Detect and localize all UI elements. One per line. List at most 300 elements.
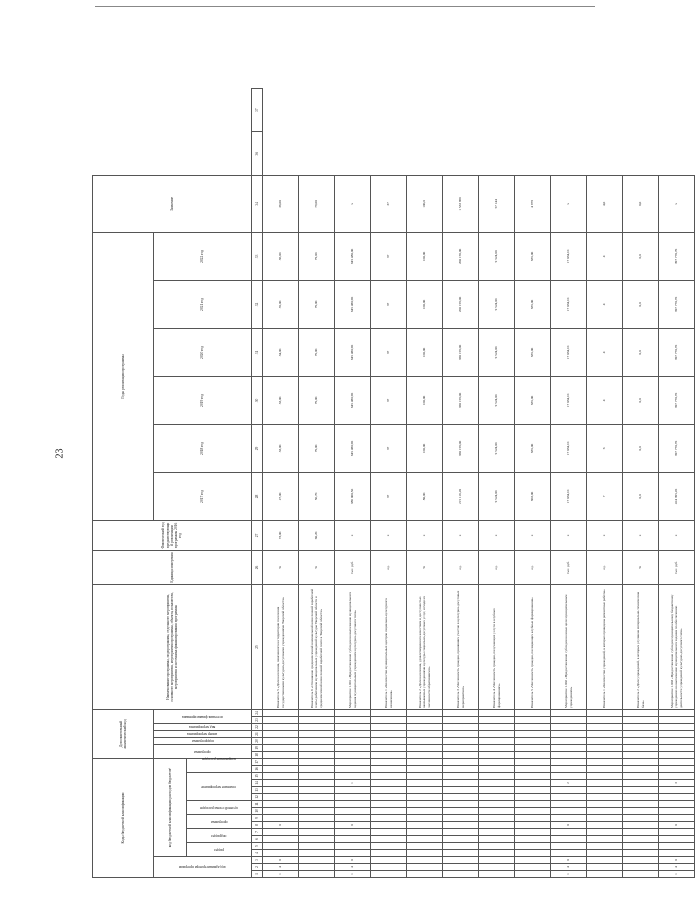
column-number-cell: 5: [252, 843, 263, 850]
code-cell: [587, 822, 623, 829]
code-cell: [479, 738, 515, 745]
code-cell: [623, 857, 659, 864]
code-cell: [551, 752, 587, 759]
row-year-value-cell: 397 770,70: [659, 328, 695, 376]
header-fact: Фактический год предшествующий реализации программы 2016 год: [93, 520, 252, 550]
code-cell: [479, 815, 515, 822]
column-number-cell: 36: [252, 132, 263, 175]
code-cell: [335, 709, 371, 716]
code-cell: [299, 773, 335, 780]
row-final-cell: 36,00: [263, 175, 299, 232]
code-cell: [299, 850, 335, 857]
row-final-cell: 0,0: [623, 175, 659, 232]
code-cell: 1: [335, 780, 371, 787]
code-cell: [623, 850, 659, 857]
code-cell: [623, 794, 659, 801]
code-cell: [407, 871, 443, 878]
header-y2020: 2020 год: [154, 328, 252, 376]
code-cell: [515, 717, 551, 724]
column-number-cell: 1: [252, 871, 263, 878]
code-cell: [407, 766, 443, 773]
header-direction: направление расходов: [187, 745, 252, 773]
row-name-cell: Показатель 3 «Численность граждан, принявших участие в культурно-досуговых мероприятиях»: [443, 584, 479, 709]
code-cell: [479, 766, 515, 773]
row-year-value-cell: 37: [371, 328, 407, 376]
code-cell: 0: [263, 822, 299, 829]
code-cell: [587, 724, 623, 731]
row-year-value-cell: 9 524,00: [479, 376, 515, 424]
row-name-cell: Показатель 5 «Доля населения, охваченного на территории поселения государственными культурно-досуговыми учреждениями Тверской области»: [263, 584, 299, 709]
code-cell: [515, 738, 551, 745]
code-cell: [623, 808, 659, 815]
code-cell: [623, 724, 659, 731]
code-cell: [371, 857, 407, 864]
code-cell: [371, 850, 407, 857]
header-subprogram2: подпрограмма: [154, 738, 252, 745]
code-cell: [335, 787, 371, 794]
code-cell: [371, 822, 407, 829]
row-year-value-cell: 9 524,00: [479, 280, 515, 328]
row-final-cell: х: [335, 175, 371, 232]
code-cell: [479, 731, 515, 738]
row-fact-cell: х: [515, 520, 551, 550]
code-cell: [623, 759, 659, 766]
code-cell: [479, 759, 515, 766]
row-year-value-cell: 0,0: [623, 376, 659, 424]
code-cell: 0: [263, 857, 299, 864]
header-target: целевой статьи расходов: [187, 801, 252, 815]
code-cell: [659, 752, 695, 759]
code-cell: [623, 752, 659, 759]
code-cell: [587, 773, 623, 780]
code-cell: [623, 801, 659, 808]
row-year-value-cell: 17 034,10: [551, 472, 587, 520]
code-cell: [551, 724, 587, 731]
code-cell: [443, 864, 479, 871]
row-name-cell: Показатель 4 «Численность граждан, получающих услуги в клубных формированиях»: [479, 584, 515, 709]
row-final-cell: 79,00: [299, 175, 335, 232]
row-year-value-cell: 0,0: [623, 280, 659, 328]
code-cell: [659, 843, 695, 850]
code-cell: [623, 717, 659, 724]
code-cell: 0: [659, 822, 695, 829]
code-cell: [335, 843, 371, 850]
header-subsection: подраздел: [187, 829, 252, 843]
table-row: [623, 89, 659, 878]
code-cell: [263, 787, 299, 794]
code-cell: [263, 836, 299, 843]
code-cell: [659, 794, 695, 801]
column-number-cell: 18: [252, 752, 263, 759]
header-y2018: 2018 год: [154, 424, 252, 472]
code-cell: [371, 731, 407, 738]
column-number-cell: 29: [252, 424, 263, 472]
code-cell: [587, 780, 623, 787]
code-cell: [623, 738, 659, 745]
code-cell: [515, 752, 551, 759]
code-cell: [299, 717, 335, 724]
column-number-cell: 20: [252, 738, 263, 745]
code-cell: [335, 738, 371, 745]
code-cell: [263, 815, 299, 822]
header-budget-code: код бюджетной классификации расходов бюджетов¹: [154, 759, 187, 857]
row-year-value-cell: 414 395,20: [659, 472, 695, 520]
row-year-value-cell: 79,00: [299, 376, 335, 424]
row-year-value-cell: 100,00: [407, 328, 443, 376]
row-year-value-cell: 645 480,90: [335, 424, 371, 472]
code-cell: [335, 717, 371, 724]
code-cell: [623, 871, 659, 878]
row-name-cell: Показатель 6 «Отношение среднемесячной номинальной начисленной заработной платы работников муниципальных учреждений культуры Тверской области к среднемесячной начисленной заработной плате в Тверской области»: [299, 584, 335, 709]
table-body: [263, 89, 695, 878]
code-cell: [443, 801, 479, 808]
code-cell: [479, 836, 515, 843]
code-cell: [659, 850, 695, 857]
code-cell: 1: [551, 871, 587, 878]
code-cell: [335, 794, 371, 801]
row-year-value-cell: 9 524,00: [479, 424, 515, 472]
row-fact-cell: х: [479, 520, 515, 550]
row-final-cell: 37: [371, 175, 407, 232]
code-cell: [659, 773, 695, 780]
table-row: [371, 89, 407, 878]
code-cell: [407, 815, 443, 822]
code-cell: [479, 745, 515, 752]
code-cell: 3: [659, 780, 695, 787]
header-program: программа: [187, 815, 252, 829]
code-cell: [443, 843, 479, 850]
code-cell: [515, 794, 551, 801]
code-cell: [551, 794, 587, 801]
code-cell: [443, 745, 479, 752]
column-number-cell: 21: [252, 731, 263, 738]
code-cell: 0: [335, 857, 371, 864]
code-cell: [443, 759, 479, 766]
code-cell: [335, 752, 371, 759]
code-cell: [371, 709, 407, 716]
code-cell: [659, 787, 695, 794]
code-cell: [299, 857, 335, 864]
row-year-value-cell: 100,00: [407, 424, 443, 472]
row-year-value-cell: 37: [371, 280, 407, 328]
table-row: [479, 89, 515, 878]
row-name-cell: Мероприятие 1.003 «Предоставление субсидии муниципальному бюджетному учреждению на выполнение муниципального задания по обеспечению деятельности учреждений культурно-досугового типа»: [659, 584, 695, 709]
code-cell: [407, 759, 443, 766]
code-cell: [479, 709, 515, 716]
row-year-value-cell: 36,00: [263, 232, 299, 280]
code-cell: [443, 717, 479, 724]
row-year-value-cell: 397 770,70: [659, 232, 695, 280]
row-fact-cell: х: [623, 520, 659, 550]
code-cell: [263, 731, 299, 738]
table-row: [551, 89, 587, 878]
code-cell: 2: [551, 780, 587, 787]
code-cell: [551, 843, 587, 850]
code-cell: [587, 731, 623, 738]
code-cell: [551, 815, 587, 822]
row-final-cell: 100,0: [407, 175, 443, 232]
column-number-cell: 27: [252, 520, 263, 550]
code-cell: [515, 857, 551, 864]
code-cell: [443, 871, 479, 878]
row-unit-cell: тыс. руб.: [335, 550, 371, 584]
row-year-value-cell: 835,00: [515, 280, 551, 328]
row-final-cell: 1 533 966: [443, 175, 479, 232]
row-year-value-cell: 0,0: [623, 472, 659, 520]
row-year-value-cell: 34,00: [263, 328, 299, 376]
page-number: 23: [54, 448, 66, 459]
code-cell: [443, 731, 479, 738]
code-cell: 0: [551, 822, 587, 829]
code-cell: [551, 759, 587, 766]
code-cell: [587, 836, 623, 843]
column-number-cell: 16: [252, 766, 263, 773]
code-cell: [407, 801, 443, 808]
code-cell: [299, 794, 335, 801]
code-cell: [443, 850, 479, 857]
code-cell: [659, 801, 695, 808]
code-cell: [623, 843, 659, 850]
row-fact-cell: х: [371, 520, 407, 550]
code-cell: 4: [263, 864, 299, 871]
code-cell: [515, 836, 551, 843]
code-cell: [443, 773, 479, 780]
column-number-cell: 3: [252, 857, 263, 864]
table-row: [443, 89, 479, 878]
code-cell: [659, 808, 695, 815]
code-cell: [407, 864, 443, 871]
code-cell: [551, 745, 587, 752]
row-year-value-cell: 100,00: [407, 376, 443, 424]
code-cell: [443, 780, 479, 787]
code-cell: [263, 780, 299, 787]
code-cell: [407, 709, 443, 716]
code-cell: [479, 843, 515, 850]
row-year-value-cell: 645 480,00: [335, 232, 371, 280]
code-cell: 4: [551, 864, 587, 871]
code-cell: [515, 759, 551, 766]
code-cell: [371, 745, 407, 752]
column-number-cell: 32: [252, 280, 263, 328]
column-number-row: [252, 89, 263, 878]
row-year-value-cell: 360 159,00: [443, 424, 479, 472]
program-table: [92, 88, 695, 878]
code-cell: [479, 752, 515, 759]
code-cell: [371, 829, 407, 836]
code-cell: [515, 822, 551, 829]
row-year-value-cell: 9 524,00: [479, 232, 515, 280]
code-cell: [443, 808, 479, 815]
code-cell: [479, 773, 515, 780]
row-year-value-cell: 27,00: [263, 472, 299, 520]
row-year-value-cell: 37: [371, 376, 407, 424]
code-cell: [407, 787, 443, 794]
code-cell: [551, 766, 587, 773]
code-cell: [407, 717, 443, 724]
header-y2022: 2022 год: [154, 232, 252, 280]
row-year-value-cell: 100,00: [407, 280, 443, 328]
column-number-cell: 23: [252, 717, 263, 724]
code-cell: [587, 829, 623, 836]
row-year-value-cell: 17 034,10: [551, 376, 587, 424]
code-cell: [623, 815, 659, 822]
code-cell: [659, 815, 695, 822]
row-name-cell: Показатель 1 «Количество муниципальных центров социально-культурного назначения»: [371, 584, 407, 709]
code-cell: [587, 738, 623, 745]
code-cell: [443, 829, 479, 836]
code-cell: [371, 808, 407, 815]
row-year-value-cell: 37: [371, 472, 407, 520]
column-number-cell: 6: [252, 836, 263, 843]
header-y2021: 2021 год: [154, 280, 252, 328]
code-cell: [623, 787, 659, 794]
code-cell: [551, 717, 587, 724]
row-fact-cell: 60,20: [299, 520, 335, 550]
code-cell: [407, 731, 443, 738]
code-cell: 4: [659, 864, 695, 871]
header-unit: Единица измерения: [93, 550, 252, 584]
code-cell: [371, 787, 407, 794]
table-row: [407, 89, 443, 878]
code-cell: [299, 787, 335, 794]
row-unit-cell: ед.: [371, 550, 407, 584]
code-cell: [407, 752, 443, 759]
code-cell: [479, 801, 515, 808]
row-year-value-cell: 835,00: [515, 232, 551, 280]
column-number-cell: 26: [252, 550, 263, 584]
row-year-value-cell: 100,00: [407, 232, 443, 280]
code-cell: [299, 780, 335, 787]
code-cell: [587, 850, 623, 857]
code-cell: [299, 724, 335, 731]
code-cell: [551, 836, 587, 843]
row-year-value-cell: 0,0: [623, 328, 659, 376]
code-cell: [443, 738, 479, 745]
row-fact-cell: х: [335, 520, 371, 550]
code-cell: [515, 850, 551, 857]
code-cell: [407, 850, 443, 857]
code-cell: [371, 724, 407, 731]
code-cell: [515, 766, 551, 773]
code-cell: [551, 787, 587, 794]
code-cell: [587, 787, 623, 794]
code-cell: [407, 745, 443, 752]
row-unit-cell: %: [263, 550, 299, 584]
code-cell: [299, 836, 335, 843]
code-cell: [515, 780, 551, 787]
row-year-value-cell: 33,00: [263, 376, 299, 424]
code-cell: [407, 773, 443, 780]
code-cell: [587, 717, 623, 724]
row-name-cell: Показатель 1 «Количество учреждений, в которых проведены ремонтные работы»: [587, 584, 623, 709]
code-cell: [443, 752, 479, 759]
row-year-value-cell: 17 034,10: [551, 280, 587, 328]
code-cell: [479, 724, 515, 731]
code-cell: [299, 759, 335, 766]
code-cell: [263, 801, 299, 808]
code-cell: [299, 731, 335, 738]
code-cell: [443, 766, 479, 773]
row-final-cell: 4 978: [515, 175, 551, 232]
code-cell: [335, 829, 371, 836]
code-cell: [623, 780, 659, 787]
row-year-value-cell: 79,00: [299, 424, 335, 472]
row-year-value-cell: 79,00: [299, 328, 335, 376]
code-cell: [335, 850, 371, 857]
row-unit-cell: ед.: [479, 550, 515, 584]
row-unit-cell: %: [407, 550, 443, 584]
code-cell: 0: [551, 857, 587, 864]
row-year-value-cell: 17 034,10: [551, 424, 587, 472]
code-cell: [407, 843, 443, 850]
code-cell: [659, 836, 695, 843]
code-cell: [299, 752, 335, 759]
code-cell: [515, 871, 551, 878]
row-year-value-cell: 835,00: [515, 424, 551, 472]
code-cell: [371, 773, 407, 780]
row-year-value-cell: 200 159,00: [443, 280, 479, 328]
code-cell: [407, 836, 443, 843]
code-cell: [407, 808, 443, 815]
code-cell: [299, 745, 335, 752]
code-cell: [659, 738, 695, 745]
code-cell: [407, 780, 443, 787]
code-cell: [515, 801, 551, 808]
code-cell: [587, 794, 623, 801]
row-year-value-cell: 645 480,90: [335, 280, 371, 328]
code-cell: [587, 808, 623, 815]
row-year-value-cell: 0,0: [623, 424, 659, 472]
code-cell: [335, 759, 371, 766]
table-row: [335, 89, 371, 878]
code-cell: 0: [659, 857, 695, 864]
row-year-value-cell: 35,00: [263, 280, 299, 328]
table-row: [659, 89, 695, 878]
code-cell: [479, 864, 515, 871]
code-cell: [659, 724, 695, 731]
code-cell: [407, 857, 443, 864]
row-year-value-cell: 56,70: [299, 472, 335, 520]
column-number-cell: 2: [252, 864, 263, 871]
code-cell: [443, 836, 479, 843]
column-number-cell: 24: [252, 709, 263, 716]
row-year-value-cell: 397 770,70: [659, 424, 695, 472]
code-cell: [587, 871, 623, 878]
row-year-value-cell: 9 524,00: [479, 328, 515, 376]
code-cell: [515, 829, 551, 836]
code-cell: [515, 815, 551, 822]
code-cell: [335, 731, 371, 738]
row-year-value-cell: 360 159,00: [443, 328, 479, 376]
table-row: [515, 89, 551, 878]
row-year-value-cell: 215 116,20: [443, 472, 479, 520]
row-unit-cell: тыс. руб.: [551, 550, 587, 584]
code-cell: [479, 857, 515, 864]
row-year-value-cell: 835,00: [515, 376, 551, 424]
column-number-cell: 28: [252, 472, 263, 520]
row-unit-cell: %: [299, 550, 335, 584]
code-cell: [443, 815, 479, 822]
row-year-value-cell: 6: [587, 424, 623, 472]
code-cell: [587, 766, 623, 773]
row-year-value-cell: 7: [587, 472, 623, 520]
header-main-event: основное мероприятие: [187, 773, 252, 801]
code-cell: [623, 773, 659, 780]
code-cell: [299, 843, 335, 850]
code-cell: [263, 717, 299, 724]
code-cell: [371, 801, 407, 808]
header-years: Годы реализации программы: [93, 232, 154, 520]
